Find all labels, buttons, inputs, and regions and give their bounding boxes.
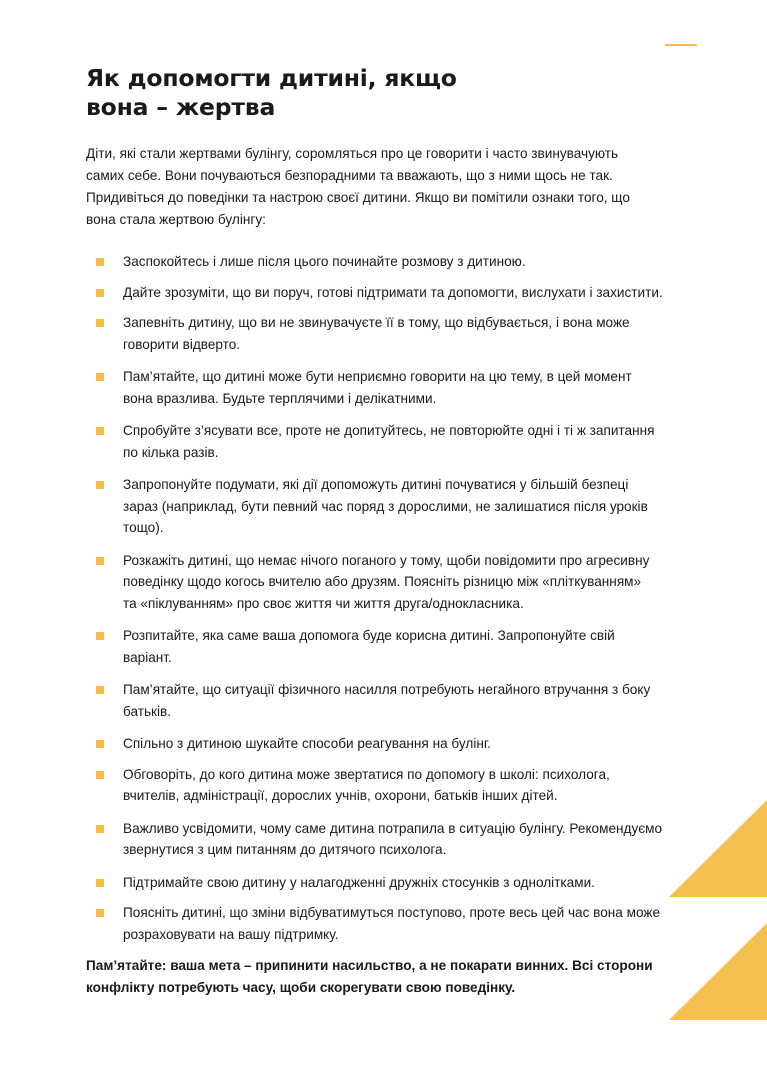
- bullet-square-icon: [96, 258, 104, 266]
- list-item-line: варіант.: [123, 649, 172, 665]
- bullet-square-icon: [96, 557, 104, 565]
- list-item-line: по кілька разів.: [123, 444, 219, 460]
- conclusion-paragraph: [86, 955, 686, 999]
- list-item-line: Обговоріть, до кого дитина може звертатися по допомогу в школі: психолога,: [123, 766, 610, 782]
- conclusion-line: конфлікту потребують часу, щоби скорегувати свою поведінку.: [86, 980, 516, 995]
- list-item: [96, 282, 696, 304]
- list-item: [96, 474, 696, 539]
- list-item-line: говорити відверто.: [123, 336, 241, 352]
- bullet-square-icon: [96, 879, 104, 887]
- conclusion-line: Пам’ятайте: ваша мета – припинити насильство, а не покарати винних. Всі сторони: [86, 958, 653, 973]
- list-item: [96, 733, 696, 755]
- list-item-line: звернутися з цим питанням до дитячого психолога.: [123, 842, 447, 857]
- list-item-line: Розпитайте, яка саме ваша допомога буде корисна дитині. Запропонуйте свій: [123, 628, 615, 643]
- intro-line: вона стала жертвою булінгу:: [86, 212, 266, 227]
- bullet-square-icon: [96, 373, 104, 381]
- list-item: [96, 366, 696, 409]
- bullet-square-icon: [96, 319, 104, 327]
- list-item-line: Заспокойтесь і лише після цього починайте розмову з дитиною.: [123, 254, 526, 269]
- list-item-line: зараз (наприклад, бути певний час поряд з дорослими, не залишатися після уроків: [123, 498, 648, 514]
- list-item-line: Запропонуйте подумати, які дії допоможуть дитині почуватися у більшій безпеці: [123, 477, 629, 492]
- bullet-square-icon: [96, 289, 104, 297]
- list-item-line: тощо).: [123, 520, 164, 535]
- list-item-line: та «піклуванням» про своє життя чи життя друга/однокласника.: [123, 595, 524, 611]
- list-item-line: Пам’ятайте, що дитині може бути неприємно говорити на цю тему, в цей момент: [123, 369, 632, 384]
- list-item: [96, 902, 696, 945]
- decorative-triangle: [669, 923, 767, 1020]
- intro-line: самих себе. Вони почуваються безпорадними та вважають, що з ними щось не так.: [86, 168, 613, 183]
- list-item: [96, 679, 696, 722]
- title-line: Як допомогти дитині, якщо: [86, 64, 457, 92]
- list-item-line: Спробуйте з’ясувати все, проте не допитуйтесь, не повторюйте одні і ті ж запитання: [123, 423, 655, 438]
- intro-line: Діти, які стали жертвами булінгу, соромляться про це говорити і часто звинувачують: [86, 146, 619, 161]
- list-item: [96, 312, 696, 355]
- list-item: [96, 420, 696, 463]
- bullet-square-icon: [96, 632, 104, 640]
- bullet-square-icon: [96, 909, 104, 917]
- list-item: [96, 550, 696, 615]
- list-item-line: вчителів, адміністрації, дорослих учнів, охорони, батьків інших дітей.: [123, 788, 558, 803]
- list-item: [96, 872, 696, 894]
- list-item-line: Пам’ятайте, що ситуації фізичного насилля потребують негайного втручання з боку: [123, 682, 651, 697]
- list-item-line: Підтримайте свою дитину у налагодженні дружніх стосунків з однолітками.: [123, 874, 595, 890]
- decorative-triangle: [669, 800, 767, 897]
- list-item: [96, 818, 696, 861]
- top-accent-line: [665, 44, 697, 46]
- bullet-square-icon: [96, 686, 104, 694]
- bullet-square-icon: [96, 740, 104, 748]
- list-item-line: розраховувати на вашу підтримку.: [123, 926, 339, 942]
- list-item: [96, 764, 696, 807]
- list-item-line: вона вразлива. Будьте терплячими і делікатними.: [123, 390, 437, 406]
- bullet-square-icon: [96, 771, 104, 779]
- list-item-line: Запевніть дитину, що ви не звинувачуєте її в тому, що відбувається, і вона може: [123, 315, 630, 330]
- list-item-line: Розкажіть дитині, що немає нічого поганого у тому, щоби повідомити про агресивну: [123, 552, 650, 568]
- intro-paragraph: [86, 143, 676, 231]
- list-item-line: Поясніть дитині, що зміни відбуватимуться поступово, проте весь цей час вона може: [123, 905, 661, 920]
- list-item-line: Важливо усвідомити, чому саме дитина потрапила в ситуацію булінгу. Рекомендуємо: [123, 820, 663, 836]
- list-item: [96, 625, 696, 668]
- advice-list: [96, 251, 696, 956]
- title-line: вона – жертва: [86, 93, 276, 121]
- list-item-line: Спільно з дитиною шукайте способи реагування на булінг.: [123, 736, 491, 751]
- bullet-square-icon: [96, 825, 104, 833]
- list-item-line: поведінку щодо когось вчителю або друзям. Поясніть різницю між «пліткуванням»: [123, 574, 642, 589]
- bullet-square-icon: [96, 481, 104, 489]
- list-item-line: Дайте зрозуміти, що ви поруч, готові підтримати та допомогти, вислухати і захистити.: [123, 284, 663, 300]
- bullet-square-icon: [96, 427, 104, 435]
- list-item: [96, 251, 696, 273]
- intro-line: Придивіться до поведінки та настрою своєї дитини. Якщо ви помітили ознаки того, що: [86, 190, 630, 205]
- list-item-line: батьків.: [123, 703, 172, 719]
- page-title: [86, 64, 646, 122]
